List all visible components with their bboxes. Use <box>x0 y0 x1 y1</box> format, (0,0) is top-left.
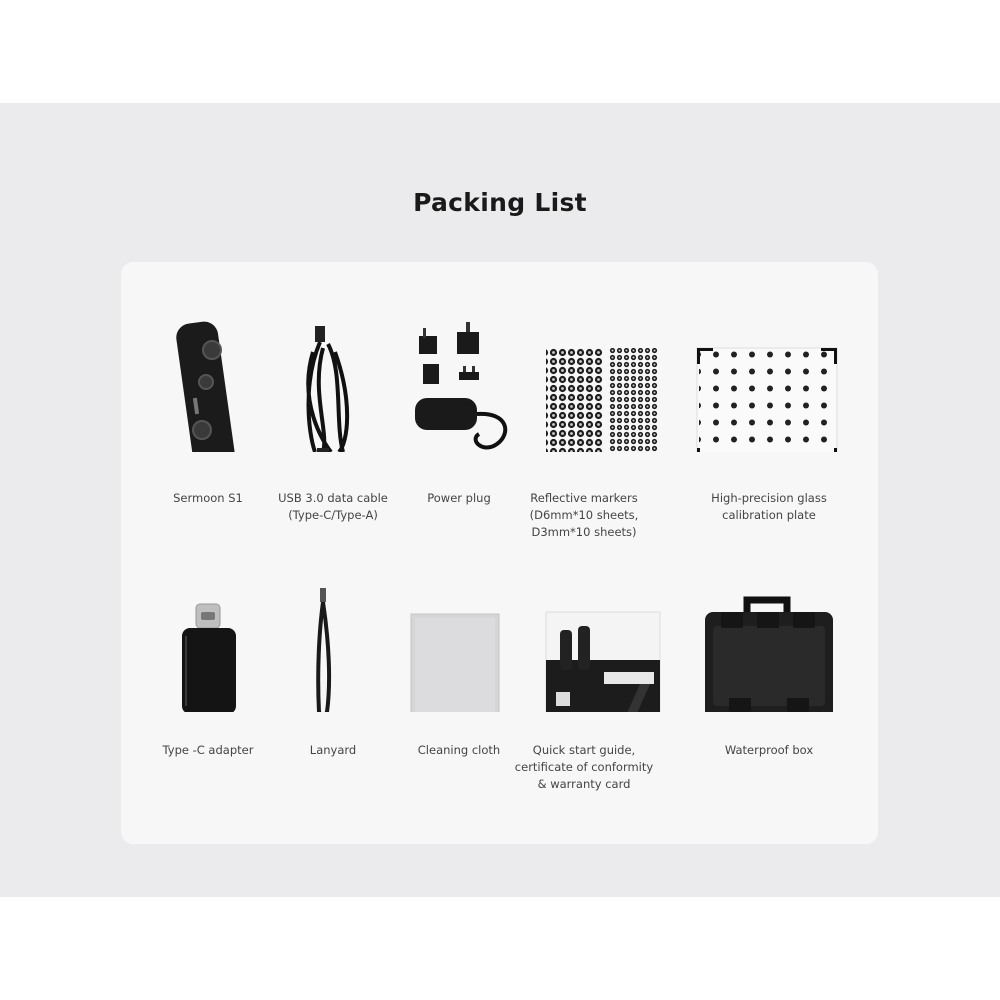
reflective-markers-icon <box>504 312 664 452</box>
packing-list-panel <box>121 262 878 844</box>
item-caption: Power plug <box>427 491 491 505</box>
item-caption: Quick start guide, certificate of conformity & warranty card <box>514 743 654 791</box>
quick-start-guide-icon <box>504 572 664 712</box>
item-caption: Sermoon S1 <box>173 491 243 505</box>
calibration-plate-icon <box>689 312 849 452</box>
item-caption: Lanyard <box>309 743 357 757</box>
page-title: Packing List <box>413 188 587 217</box>
item-caption: Cleaning cloth <box>417 743 501 757</box>
item-caption: USB 3.0 data cable (Type-C/Type-A) <box>278 491 388 522</box>
item-caption: Reflective markers (D6mm*10 sheets, D3mm*10 sheets) <box>529 491 639 539</box>
item-caption: High-precision glass calibration plate <box>711 491 827 522</box>
item-caption: Waterproof box <box>724 743 814 757</box>
waterproof-case-icon <box>689 572 849 712</box>
item-caption: Type -C adapter <box>162 743 254 757</box>
